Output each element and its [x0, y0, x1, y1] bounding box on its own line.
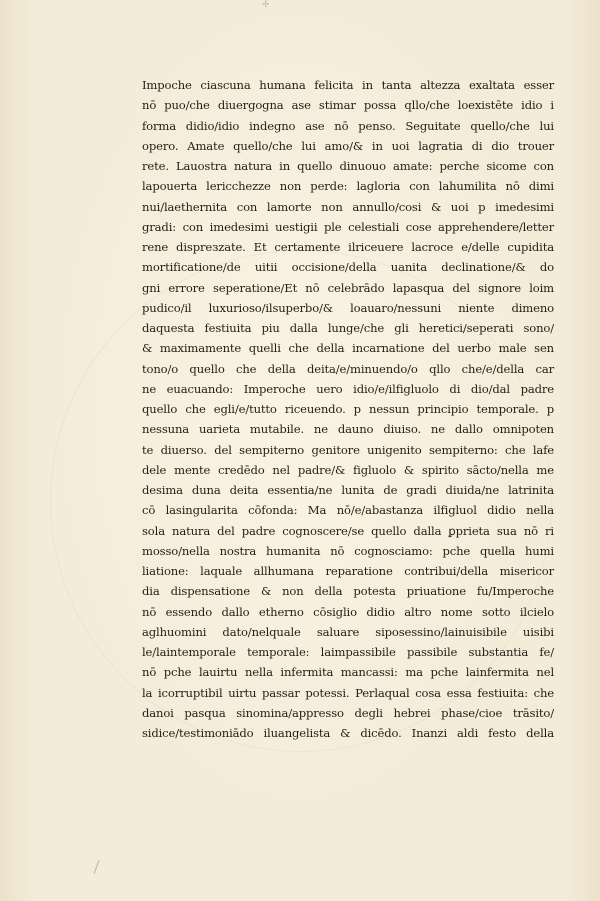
text-line: te diuerso. del sempiterno genitore unigenito sempiterno: che lafe — [142, 442, 554, 457]
text-line: cō lasingularita cōfonda: Ma nō/e/abastanza ilfigluol didio nella — [142, 503, 554, 518]
text-line: Impoche ciascuna humana felicita in tanta altezza exaltata esser — [142, 78, 554, 92]
ink-stroke — [94, 860, 100, 873]
text-line: la icorruptibil uirtu passar potessi. Perlaqual cosa essa festiuita: che — [142, 685, 554, 700]
text-line: forma didio/idio indegno ase nō penso. Seguitate quello/che lui — [142, 118, 554, 133]
text-line: gradi: con imedesimi uestigii ple celestiali cose apprehendere/letter — [142, 219, 554, 234]
text-line: ne euacuando: Imperoche uero idio/e/ilfigluolo di dio/dal padre — [142, 381, 554, 396]
text-line: nui/laethernita con lamorte non annullo/cosi & uoi p imedesimi — [142, 199, 554, 214]
text-line: & maximamente quelli che della incarnatione del uerbo male sen — [142, 341, 554, 356]
margin-mark: ✢ — [262, 0, 270, 10]
text-line: le/laintemporale temporale: laimpassibile passibile substantia fe/ — [142, 645, 554, 659]
text-line: rene dispreзzate. Et certamente ilriceuere lacroce e/delle cupidita — [142, 240, 554, 254]
text-line: dele mente credēdo nel padre/& figluolo & spirito sācto/nella me — [142, 462, 554, 477]
text-line: dia dispensatione & non della potesta priuatione fu/Imperoche — [142, 584, 554, 599]
text-line: daquesta festiuita piu dalla lunge/che gli heretici/seperati sono/ — [142, 321, 554, 335]
text-line: desima duna deita essentia/ne lunita de gradi diuida/ne latrinita — [142, 483, 554, 497]
text-line: liatione: laquale allhumana reparatione contribui/della misericor — [142, 564, 554, 578]
text-line: mosso/nella nostra humanita nō cognosciamo: pche quella humi — [142, 543, 554, 558]
text-line: mortificatione/de uitii occisione/della uanita declinatione/& do — [142, 260, 554, 275]
text-line: sidice/testimoniādo iluangelista & dicēdo. Inanzi aldi festo della — [142, 726, 554, 740]
text-line: lapouerta lericchezze non perde: lagloria con lahumilita nō dimi — [142, 179, 554, 194]
text-line: sola natura del padre cognoscere/se quello dalla ꝑprieta sua nō ri — [142, 523, 554, 538]
text-line: danoi pasqua sinomina/appresso degli hebrei phase/cioe trāsito/ — [142, 705, 554, 720]
text-line: pudico/il luxurioso/ilsuperbo/& loauaro/nessuni niente dimeno — [142, 300, 554, 315]
text-line: nō puo/che diuergogna ase stimar possa qllo/che loexistēte idio i — [142, 98, 554, 113]
text-line: rete. Lauostra natura in quello dinuouo amate: perche sicome con — [142, 159, 554, 173]
text-line: opero. Amate quello/che lui amo/& in uoi lagratia di dio trouer — [142, 138, 554, 153]
text-line: quello che egli/e/tutto riceuendo. p nessun principio temporale. p — [142, 402, 554, 416]
text-line: gni errore seperatione/Et nō celebrādo lapasqua del signore loim — [142, 280, 554, 295]
text-line: nessuna uarieta mutabile. ne dauno diuiso. ne dallo omnipoten — [142, 422, 554, 437]
text-line: nō pche lauirtu nella infermita mancassi: ma pche lainfermita nel — [142, 665, 554, 680]
body-text — [142, 75, 554, 743]
text-line: aglhuomini dato/nelquale saluare siposessino/lainuisibile uisibi — [142, 624, 554, 639]
text-line: tono/o quello che della deita/e/minuendo/o qllo che/e/della car — [142, 361, 554, 376]
text-line: nō essendo dallo etherno cōsiglio didio altro nome sotto ilcielo — [142, 604, 554, 619]
